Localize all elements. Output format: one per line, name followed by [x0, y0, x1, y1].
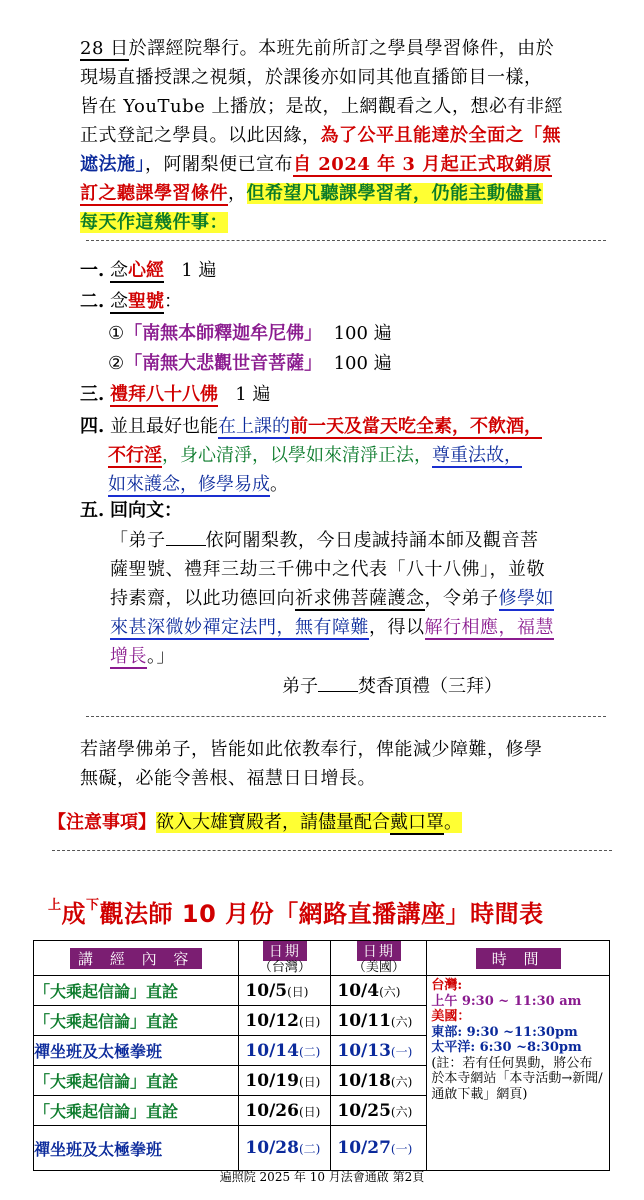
- day-tw: (日): [298, 1104, 321, 1119]
- row-course: 「大乘起信論」直詮: [34, 976, 239, 1006]
- header-time-label: 時 間: [476, 948, 561, 969]
- date-tw: 10/5: [245, 980, 288, 1001]
- closing-line-1: 若諸學佛弟子，皆能如此依教奉行，俾能減少障難，修學: [80, 739, 543, 760]
- dedication-line-3b: 祈求佛菩薩護念: [295, 588, 425, 609]
- dedication-line-5a: 增長: [110, 646, 147, 667]
- header-date-tw-sub: （台灣）: [258, 960, 311, 975]
- signature-prefix: 弟子: [282, 676, 318, 697]
- page-footer: 遍照院 2025 年 10 月法會通啟 第2頁: [219, 1170, 425, 1184]
- date-tw: 10/26: [245, 1100, 299, 1121]
- intro-line-5c: 自 2024 年 3 月起正式取銷原: [293, 154, 552, 175]
- item-2-sub-2: [108, 350, 392, 378]
- item-2-object: 聖號: [128, 291, 165, 312]
- signature-suffix: 焚香頂禮（三拜）: [358, 676, 502, 697]
- item-4-number: 四.: [80, 416, 105, 437]
- item-5-title: 回向文：: [110, 500, 183, 521]
- date-tw: 10/28: [245, 1138, 299, 1158]
- notice: [48, 808, 462, 834]
- dedication-line-4a: 來甚深微妙禪定法門，無有障難: [110, 617, 369, 638]
- intro-line-4a: 正式登記之學員。以此因緣，: [80, 125, 321, 146]
- row-date-us: [331, 1096, 427, 1126]
- item-3-text: 禮拜八十八佛: [110, 384, 219, 405]
- item-1-number: 一.: [80, 260, 105, 281]
- day-tw: (日): [298, 1074, 321, 1089]
- item-5: [80, 497, 182, 525]
- item-3-count: 1 遍: [235, 384, 271, 405]
- date-tw: 10/14: [245, 1040, 299, 1061]
- item-2: [80, 288, 182, 316]
- divider-3: [52, 850, 612, 851]
- row-date-tw: [239, 1066, 331, 1096]
- item-4-text-h: 。: [270, 474, 288, 495]
- item-4-text-d: 不行淫: [108, 445, 162, 466]
- title-main: 觀法師 10 月份「網路直播講座」時間表: [99, 900, 544, 928]
- item-1-verb-text: 念: [110, 260, 129, 281]
- dedication-signature: [282, 673, 502, 701]
- header-date-us: [331, 941, 427, 976]
- row-date-tw: [239, 1126, 331, 1171]
- day-tw: (日): [287, 984, 309, 999]
- row-date-us: [331, 1006, 427, 1036]
- item-4-text-e: ，身心清淨，以學如來清淨正法，: [162, 445, 432, 466]
- title-char: 成: [61, 900, 87, 928]
- time-east: 東部: 9:30 ~11:30pm: [431, 1024, 578, 1040]
- row-date-us: [331, 1036, 427, 1066]
- header-date-us-sub: （美國）: [352, 960, 405, 975]
- intro-line-6b: ，: [228, 183, 247, 204]
- day-us: (六): [390, 1074, 413, 1089]
- item-4: [80, 412, 610, 499]
- title-superscript-2: 下: [86, 898, 100, 913]
- intro-line-5a: 遮法施」: [80, 154, 145, 175]
- header-date-tw-label: 日期: [263, 941, 307, 961]
- item-2-number: 二.: [80, 291, 105, 312]
- row-date-us: [331, 1066, 427, 1096]
- day-us: (六): [390, 1104, 413, 1119]
- intro-line-4b: 為了公平且能達於全面之「無: [320, 125, 561, 146]
- intro-line-7: 每天作這幾件事：: [80, 212, 228, 233]
- dedication-line-4b: ，得以: [369, 617, 425, 638]
- intro-line-2: 現場直播授課之視頻，於課後亦如同其他直播節目一樣，: [80, 67, 543, 88]
- day-tw: (二): [298, 1044, 321, 1059]
- item-1-count: 1 遍: [181, 260, 217, 281]
- item-4-text-b: 在上課的: [218, 416, 291, 437]
- header-date-tw: [239, 941, 331, 976]
- row-date-tw: [239, 976, 331, 1006]
- row-course: 禪坐班及太極拳班: [34, 1036, 239, 1066]
- item-4-text-g: 如來護念，修學易成: [108, 474, 270, 495]
- intro-line-3: 皆在 YouTube 上播放；是故，上網觀看之人，想必有非經: [80, 96, 563, 117]
- item-4-text-a: 並且最好也能: [110, 416, 219, 437]
- title-superscript-1: 上: [48, 898, 62, 913]
- row-course: 「大乘起信論」直詮: [34, 1006, 239, 1036]
- notice-text-a: 欲入大雄寶殿者，請儘量配合: [156, 812, 390, 833]
- row-date-us: [331, 976, 427, 1006]
- intro-line-1: 於譯經院舉行。本班先前所訂之學員學習條件，由於: [128, 38, 555, 59]
- notice-label: 【注意事項】: [48, 812, 156, 833]
- dedication-blank: [166, 527, 206, 546]
- row-date-tw: [239, 1036, 331, 1066]
- item-2-sub-1-mark: ①: [108, 323, 125, 344]
- item-4-text-c: 前一天及當天吃全素，不飲酒，: [290, 416, 543, 437]
- date-tw: 10/12: [245, 1010, 299, 1031]
- dedication-line-1b: 依阿闍梨教，今日虔誠持誦本師及觀音菩: [205, 530, 539, 551]
- day-us: (一): [390, 1142, 413, 1156]
- dedication-line-3d: 修學如: [498, 588, 554, 609]
- item-2-sub-2-text: 「南無大悲觀世音菩薩」: [124, 353, 323, 374]
- date-us: 10/4: [337, 980, 380, 1001]
- item-2-sub-2-mark: ②: [108, 353, 125, 374]
- row-date-tw: [239, 1006, 331, 1036]
- date-us: 10/11: [337, 1010, 391, 1031]
- item-2-sub-1: [108, 320, 392, 348]
- schedule-header-row: [34, 941, 610, 976]
- schedule-title: [48, 894, 608, 929]
- item-2-verb-text: 念: [110, 291, 129, 312]
- row-date-us: [331, 1126, 427, 1171]
- item-1-verb: [110, 260, 164, 283]
- intro-date: 28 日: [80, 38, 129, 59]
- notice-text-c: 。: [444, 812, 462, 833]
- item-2-colon: ：: [164, 291, 183, 312]
- dedication-line-1a: 「弟子: [110, 530, 166, 551]
- day-tw: (日): [298, 1014, 321, 1029]
- intro-line-6a: 訂之聽課學習條件: [80, 183, 228, 204]
- divider-1: [86, 240, 606, 241]
- header-time: [427, 941, 610, 976]
- item-2-sub-1-count: 100 遍: [333, 323, 392, 344]
- row-date-tw: [239, 1096, 331, 1126]
- dedication-text: [110, 526, 610, 671]
- item-2-sub-2-count: 100 遍: [333, 353, 392, 374]
- day-us: (一): [390, 1044, 413, 1059]
- notice-highlight: [156, 812, 462, 833]
- intro-line-5b: ，阿闍梨便已宣布: [145, 154, 293, 175]
- closing-line-2: 無礙，必能令善根、福慧日日增長。: [80, 768, 376, 789]
- signature-blank: [318, 673, 358, 692]
- day-us: (六): [390, 1014, 413, 1029]
- row-course: 禪坐班及太極拳班: [34, 1126, 239, 1171]
- time-pacific: 太平洋: 6:30 ~8:30pm: [431, 1040, 582, 1055]
- notice-text-b: 戴口罩: [390, 812, 444, 833]
- item-4-text-f: 尊重法故，: [432, 445, 522, 466]
- item-1-object: 心經: [128, 260, 165, 281]
- item-5-number: 五.: [80, 500, 105, 521]
- dedication-line-2: 薩聖號、禮拜三劫三千佛中之代表「八十八佛」，並敬: [110, 559, 545, 580]
- header-course-label: 講 經 內 容: [70, 948, 202, 969]
- time-tw-label: 台灣:: [431, 978, 463, 993]
- time-tw-value: 上午 9:30 ~ 11:30 am: [431, 993, 582, 1009]
- time-us-label: 美國：: [431, 1009, 471, 1024]
- row-course: 「大乘起信論」直詮: [34, 1096, 239, 1126]
- item-1: [80, 257, 216, 285]
- dedication-line-3c: ，令弟子: [424, 588, 499, 609]
- divider-2: [86, 716, 606, 717]
- item-2-sub-1-text: 「南無本師釋迦牟尼佛」: [124, 323, 323, 344]
- date-tw: 10/19: [245, 1070, 299, 1091]
- dedication-line-4c: 解行相應，福慧: [424, 617, 554, 638]
- date-us: 10/13: [337, 1040, 391, 1061]
- item-3: [80, 381, 270, 409]
- header-date-us-label: 日期: [357, 941, 401, 961]
- row-course: 「大乘起信論」直詮: [34, 1066, 239, 1096]
- table-row: [34, 976, 610, 1006]
- day-tw: (二): [298, 1142, 321, 1156]
- dedication-line-5b: 。」: [147, 646, 175, 667]
- time-cell: [427, 976, 610, 1171]
- closing-paragraph: [80, 735, 620, 793]
- item-2-verb: [110, 291, 164, 314]
- header-course: [34, 941, 239, 976]
- schedule-table: [33, 940, 610, 1171]
- intro-line-6c: 但希望凡聽課學習者，仍能主動儘量: [246, 183, 543, 204]
- date-us: 10/25: [337, 1100, 391, 1121]
- intro-paragraph: [80, 34, 620, 237]
- time-note: (註：若有任何異動，將公布於本寺網站「本寺活動→新聞/通啟下載」網頁): [431, 1055, 603, 1102]
- date-us: 10/18: [337, 1070, 391, 1091]
- dedication-line-3a: 持素齋，以此功德回向: [110, 588, 295, 609]
- day-us: (六): [379, 984, 401, 999]
- date-us: 10/27: [337, 1138, 391, 1158]
- item-3-number: 三.: [80, 384, 105, 405]
